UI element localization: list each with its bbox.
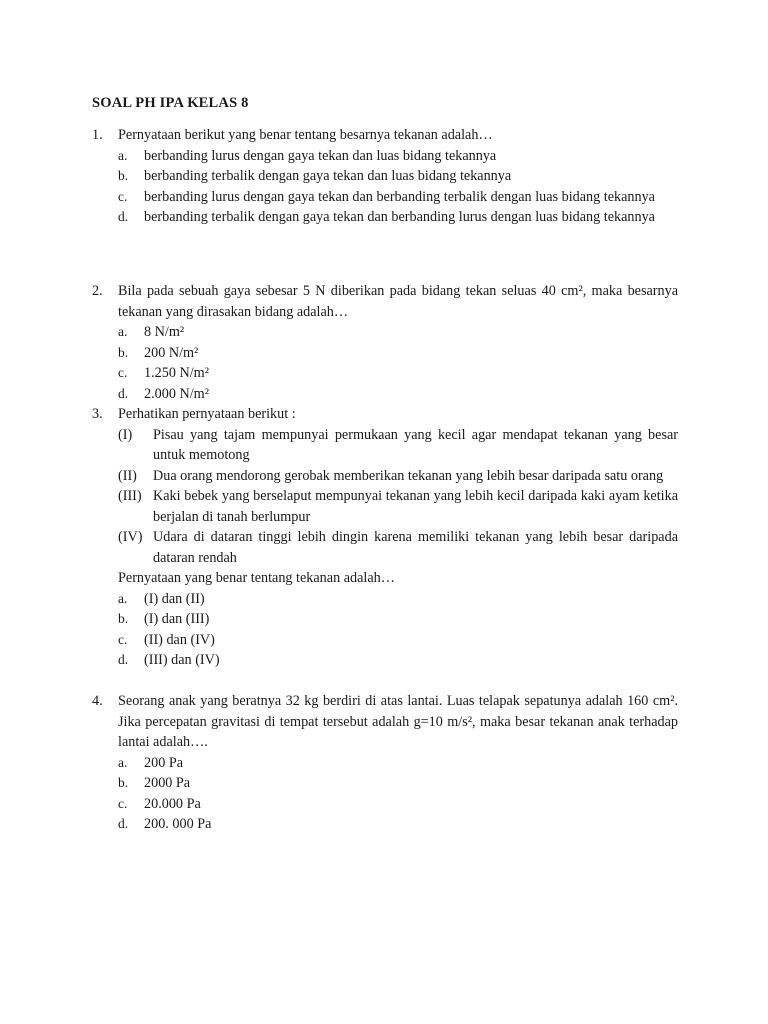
- statement-iv: [118, 527, 678, 568]
- statement-text: Kaki bebek yang berselaput mempunyai tekanan yang lebih kecil daripada kaki ayam ketika berjalan di tanah berlumpur: [153, 488, 678, 525]
- option-d: [118, 650, 678, 671]
- question-number: 3.: [92, 406, 103, 422]
- option-b: [118, 343, 678, 364]
- option-list: [118, 322, 678, 404]
- question-number: 4.: [92, 693, 103, 709]
- option-letter: d.: [118, 652, 129, 667]
- option-c: [118, 187, 678, 208]
- option-b: [118, 773, 678, 794]
- option-text: 2.000 N/m²: [144, 385, 209, 402]
- option-letter: c.: [118, 631, 128, 647]
- question-number: 1.: [92, 127, 103, 143]
- option-list: [118, 146, 678, 228]
- option-letter: b.: [118, 775, 129, 790]
- question-text: Pernyataan berikut yang benar tentang besarnya tekanan adalah…: [118, 127, 493, 143]
- option-list: [118, 753, 678, 835]
- statement-numeral: (III): [118, 488, 142, 504]
- option-letter: a.: [118, 147, 128, 163]
- option-text: berbanding lurus dengan gaya tekan dan berbanding terbalik dengan luas bidang tekannya: [144, 188, 655, 205]
- option-text: berbanding terbalik dengan gaya tekan dan luas bidang tekannya: [144, 168, 512, 184]
- option-c: [118, 794, 678, 815]
- option-letter: d.: [118, 816, 129, 831]
- option-text: 8 N/m²: [144, 324, 185, 340]
- option-text: 200 Pa: [144, 754, 184, 771]
- question-text: Seorang anak yang beratnya 32 kg berdiri di atas lantai. Luas telapak sepatunya adalah 160 cm². Jika percepatan gravitasi di tempat tersebut adalah g=10 m/s², maka besar tekanan anak terhadap lantai adalah….: [118, 693, 678, 750]
- option-letter: b.: [118, 611, 129, 626]
- statement-numeral: (II): [118, 467, 137, 484]
- option-d: [118, 814, 678, 835]
- option-c: [118, 363, 678, 384]
- option-letter: d.: [118, 385, 129, 401]
- statement-numeral: (I): [118, 426, 133, 443]
- option-text: (I) dan (III): [144, 611, 210, 627]
- question-1: [92, 125, 678, 228]
- option-text: 200 N/m²: [144, 344, 199, 361]
- question-text: Perhatikan pernyataan berikut :: [118, 406, 296, 422]
- option-d: [118, 207, 678, 228]
- option-text: (III) dan (IV): [144, 652, 220, 668]
- question-lead: Pernyataan yang benar tentang tekanan adalah…: [118, 570, 395, 586]
- option-c: [118, 630, 678, 651]
- statement-numeral: (IV): [118, 529, 143, 545]
- statement-iii: [118, 486, 678, 527]
- question-2: [92, 281, 678, 404]
- option-text: (I) dan (II): [144, 590, 205, 607]
- option-a: [118, 753, 678, 774]
- option-a: [118, 322, 678, 343]
- page-title: SOAL PH IPA KELAS 8: [92, 95, 249, 111]
- statement-i: [118, 425, 678, 466]
- option-letter: a.: [118, 590, 128, 606]
- option-a: [118, 146, 678, 167]
- statement-text: Dua orang mendorong gerobak memberikan tekanan yang lebih besar daripada satu orang: [153, 467, 664, 484]
- question-text: Bila pada sebuah gaya sebesar 5 N diberikan pada bidang tekan seluas 40 cm², maka besarnya tekanan yang dirasakan bidang adalah…: [118, 283, 678, 320]
- option-d: [118, 384, 678, 405]
- option-letter: a.: [118, 324, 128, 339]
- option-letter: c.: [118, 188, 128, 204]
- option-letter: c.: [118, 365, 128, 380]
- option-letter: c.: [118, 795, 128, 811]
- option-list: [118, 589, 678, 671]
- option-text: 20.000 Pa: [144, 795, 201, 812]
- option-text: berbanding terbalik dengan gaya tekan dan berbanding lurus dengan luas bidang tekannya: [144, 209, 655, 225]
- option-letter: b.: [118, 344, 129, 360]
- option-b: [118, 609, 678, 630]
- statement-text: Udara di dataran tinggi lebih dingin karena memiliki tekanan yang lebih besar daripada dataran rendah: [153, 529, 678, 566]
- statement-text: Pisau yang tajam mempunyai permukaan yang kecil agar mendapat tekanan yang besar untuk memotong: [153, 426, 678, 463]
- question-4: [92, 691, 678, 835]
- option-text: (II) dan (IV): [144, 631, 215, 648]
- option-text: 2000 Pa: [144, 775, 191, 791]
- option-text: 1.250 N/m²: [144, 365, 209, 381]
- option-letter: b.: [118, 168, 129, 183]
- option-a: [118, 589, 678, 610]
- option-text: 200. 000 Pa: [144, 816, 212, 832]
- option-letter: d.: [118, 209, 129, 224]
- question-number: 2.: [92, 283, 103, 299]
- option-letter: a.: [118, 754, 128, 770]
- statement-ii: [118, 466, 678, 487]
- question-3: [92, 404, 678, 671]
- option-b: [118, 166, 678, 187]
- option-text: berbanding lurus dengan gaya tekan dan luas bidang tekannya: [144, 147, 497, 164]
